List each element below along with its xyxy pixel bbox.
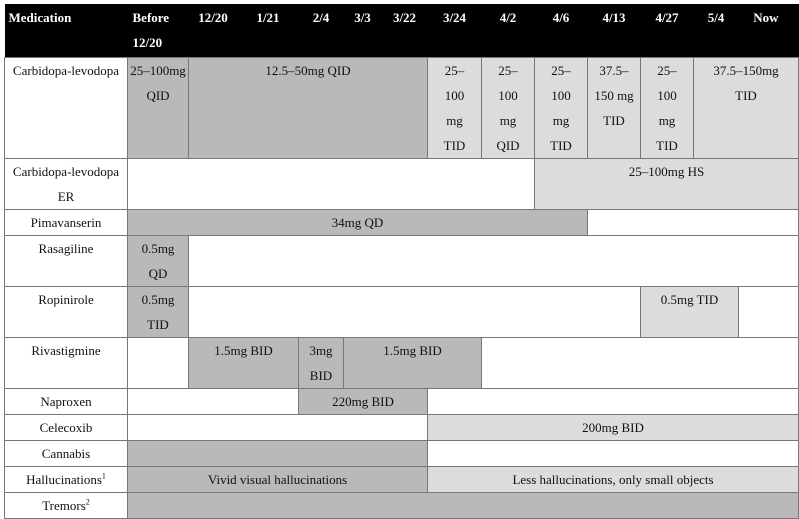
dose-cell: 1.5mg BID xyxy=(189,338,299,389)
dose-cell xyxy=(128,159,535,210)
dose-cell: 3mg BID xyxy=(299,338,344,389)
medication-name xyxy=(5,493,128,519)
header-medication: Medication xyxy=(5,4,128,58)
header-before-12-20: Before 12/20 xyxy=(128,4,189,58)
row-cannabis xyxy=(5,441,799,467)
header-5-4: 5/4 xyxy=(694,4,739,58)
footnote-marker: 1 xyxy=(101,471,106,481)
dose-cell: 25–100mg HS xyxy=(535,159,799,210)
dose-cell xyxy=(428,389,799,415)
medication-name: Carbidopa-levodopa ER xyxy=(5,159,128,210)
row-pimavanserin xyxy=(5,210,799,236)
medication-name: Celecoxib xyxy=(5,415,128,441)
row-rasagiline xyxy=(5,236,799,287)
header-4-27: 4/27 xyxy=(641,4,694,58)
symptom-cell: Vivid visual hallucinations xyxy=(128,467,428,493)
row-hallucinations xyxy=(5,467,799,493)
dose-cell xyxy=(739,287,799,338)
header-1-21: 1/21 xyxy=(238,4,299,58)
dose-cell xyxy=(588,210,799,236)
medication-name: Ropinirole xyxy=(5,287,128,338)
medication-name: Carbidopa-levodopa xyxy=(5,58,128,159)
row-rivastigmine xyxy=(5,338,799,389)
row-ropinirole xyxy=(5,287,799,338)
dose-cell xyxy=(189,287,641,338)
dose-cell: 1.5mg BID xyxy=(344,338,482,389)
medication-name: Cannabis xyxy=(5,441,128,467)
row-label: Hallucinations xyxy=(26,472,102,487)
dose-cell xyxy=(128,415,428,441)
dose-cell: 34mg QD xyxy=(128,210,588,236)
dose-cell xyxy=(189,236,799,287)
dose-cell: 12.5–50mg QID xyxy=(189,58,428,159)
medication-table xyxy=(4,4,799,519)
dose-cell xyxy=(128,389,299,415)
dose-cell: 0.5mg QD xyxy=(128,236,189,287)
dose-cell: 220mg BID xyxy=(299,389,428,415)
dose-cell: 37.5–150 mg TID xyxy=(588,58,641,159)
row-label: Tremors xyxy=(42,498,86,513)
header-3-22: 3/22 xyxy=(382,4,428,58)
medication-name xyxy=(5,467,128,493)
header-4-13: 4/13 xyxy=(588,4,641,58)
dose-cell: 25–100 mg TID xyxy=(535,58,588,159)
dose-cell: 0.5mg TID xyxy=(128,287,189,338)
footnote-marker: 2 xyxy=(85,497,90,507)
header-3-24: 3/24 xyxy=(428,4,482,58)
row-naproxen xyxy=(5,389,799,415)
medication-timeline xyxy=(4,4,799,519)
dose-cell: 25–100 mg QID xyxy=(482,58,535,159)
header-now: Now xyxy=(739,4,799,58)
header-4-6: 4/6 xyxy=(535,4,588,58)
row-carbidopa-levodopa-er xyxy=(5,159,799,210)
header-row xyxy=(5,4,799,58)
dose-cell xyxy=(128,338,189,389)
row-tremors xyxy=(5,493,799,519)
header-12-20: 12/20 xyxy=(189,4,238,58)
header-4-2: 4/2 xyxy=(482,4,535,58)
dose-cell: 25–100 mg TID xyxy=(428,58,482,159)
medication-name: Rivastigmine xyxy=(5,338,128,389)
symptom-cell: Less hallucinations, only small objects xyxy=(428,467,799,493)
dose-cell: 25–100 mg TID xyxy=(641,58,694,159)
row-carbidopa-levodopa xyxy=(5,58,799,159)
dose-cell xyxy=(428,441,799,467)
medication-name: Rasagiline xyxy=(5,236,128,287)
header-2-4: 2/4 xyxy=(299,4,344,58)
dose-cell: 37.5–150mg TID xyxy=(694,58,799,159)
medication-name: Naproxen xyxy=(5,389,128,415)
dose-cell xyxy=(128,441,428,467)
medication-name: Pimavanserin xyxy=(5,210,128,236)
row-celecoxib xyxy=(5,415,799,441)
header-3-3: 3/3 xyxy=(344,4,382,58)
dose-cell: 25–100mg QID xyxy=(128,58,189,159)
dose-cell xyxy=(482,338,799,389)
symptom-cell xyxy=(128,493,799,519)
dose-cell: 200mg BID xyxy=(428,415,799,441)
dose-cell: 0.5mg TID xyxy=(641,287,739,338)
